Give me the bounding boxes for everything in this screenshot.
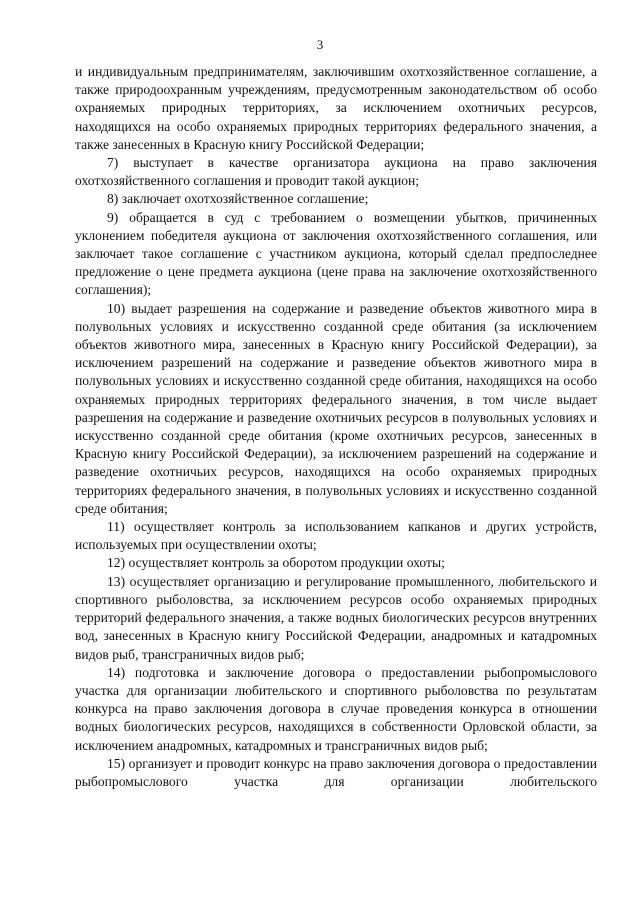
paragraph: 15) организует и проводит конкурс на право заключения договора о предоставлении рыбопромыслового участка для организации любительского bbox=[75, 755, 597, 789]
paragraph: 11) осуществляет контроль за использованием капканов и других устройств, используемых при осуществлении охоты; bbox=[75, 519, 597, 553]
paragraph: 7) выступает в качестве организатора аукциона на право заключения охотхозяйственного соглашения и проводит такой аукцион; bbox=[75, 155, 597, 189]
document-body bbox=[75, 63, 597, 791]
paragraph: 12) осуществляет контроль за оборотом продукции охоты; bbox=[107, 555, 445, 571]
paragraph: 9) обращается в суд с требованием о возмещении убытков, причиненных уклонением победителя аукциона от заключения охотхозяйственного соглашения, или заключает такое соглашение с участником аукциона, который сделал предпоследнее предложение о цене предмета аукциона (цене права на заключение охотхозяйственного соглашения); bbox=[75, 209, 597, 298]
paragraph: 13) осуществляет организацию и регулирование промышленного, любительского и спортивного рыболовства, за исключением ресурсов особо охраняемых природных территорий федерального значения, а также водных биологических ресурсов внутренних вод, занесенных в Красную книгу Российской Федерации, анадромных и катадромных видов рыб, трансграничных видов рыб; bbox=[75, 573, 597, 662]
paragraph: 14) подготовка и заключение договора о предоставлении рыбопромыслового участка для организации любительского и спортивного рыболовства по результатам конкурса на право заключения договора в случае проведения конкурса в отношении водных биологических ресурсов, находящихся в собственности Орловской области, за исключением анадромных, катадромных и трансграничных видов рыб; bbox=[75, 664, 597, 753]
paragraph: и индивидуальным предпринимателям, заключившим охотхозяйственное соглашение, а также природоохранным учреждениям, предусмотренным законодательством об особо охраняемых природных территориях, за исключением охотничьих ресурсов, находящихся на особо охраняемых природных территориях федерального значения, а также занесенных в Красную книгу Российской Федерации; bbox=[75, 64, 597, 152]
page-number: 3 bbox=[316, 37, 324, 52]
paragraph: 10) выдает разрешения на содержание и разведение объектов животного мира в полувольных условиях и искусственно созданной среде обитания (за исключением объектов животного мира, занесенных в Красную книгу Российской Федерации), за исключением разрешений на содержание и разведение объектов животного мира в полувольных условиях и искусственно созданной среде обитания, находящихся на особо охраняемых природных территориях федерального значения, в том числе выдает разрешения на содержание и разведение охотничьих ресурсов в полувольных условиях и искусственно созданной среде обитания (кроме охотничьих ресурсов, занесенных в Красную книгу Российской Федерации), за исключением разрешений на содержание и разведение охотничьих ресурсов, находящихся на особо охраняемых природных территориях федерального значения, в полувольных условиях и искусственно созданной среде обитания; bbox=[75, 300, 597, 516]
paragraph: 8) заключает охотхозяйственное соглашение; bbox=[107, 191, 369, 207]
